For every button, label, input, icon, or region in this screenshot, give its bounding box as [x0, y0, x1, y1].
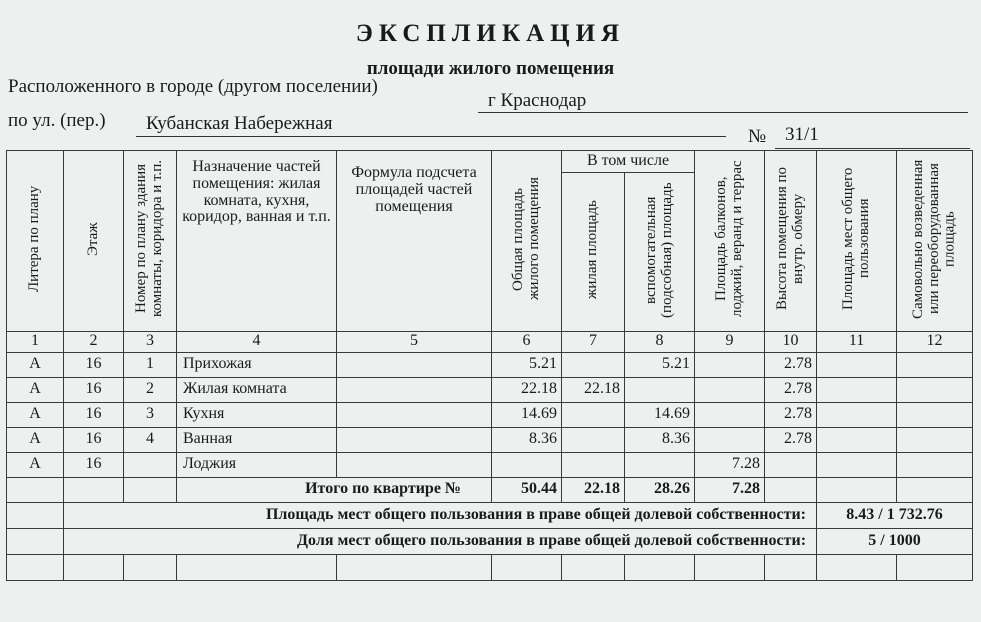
col-number: 10 — [765, 331, 817, 352]
cell-room-name: Лоджия — [177, 452, 337, 477]
cell-common-area — [817, 402, 897, 427]
cell-room-name: Кухня — [177, 402, 337, 427]
col-number: 12 — [897, 331, 973, 352]
col-header-3: Номер по плану здания комнаты, коридора и т.п. — [124, 151, 177, 332]
cell-total-area — [492, 452, 562, 477]
col-header-5: Формула подсчета площадей частей помещения — [337, 151, 492, 332]
cell-unauthorized-area — [897, 427, 973, 452]
cell-living-area: 22.18 — [562, 377, 625, 402]
cell-living-area — [562, 427, 625, 452]
cell-height — [765, 452, 817, 477]
cell-aux-area — [625, 452, 695, 477]
cell-total-area: 22.18 — [492, 377, 562, 402]
common-share-value: 5 / 1000 — [817, 528, 973, 554]
cell-formula — [337, 352, 492, 377]
cell-room-name: Ванная — [177, 427, 337, 452]
cell-litera: А — [7, 402, 64, 427]
cell-balcony-area — [695, 402, 765, 427]
cell-unauthorized-area — [897, 402, 973, 427]
col-number: 9 — [695, 331, 765, 352]
table-row — [7, 377, 973, 402]
cell-living-area — [562, 402, 625, 427]
totals-total-area: 50.44 — [492, 477, 562, 502]
cell-height: 2.78 — [765, 377, 817, 402]
col-number: 5 — [337, 331, 492, 352]
cell-room-number: 3 — [124, 402, 177, 427]
col-number: 6 — [492, 331, 562, 352]
common-area-value: 8.43 / 1 732.76 — [817, 502, 973, 528]
col-header-7: жилая площадь — [562, 173, 625, 332]
col-number: 7 — [562, 331, 625, 352]
cell-litera: А — [7, 352, 64, 377]
cell-floor: 16 — [64, 402, 124, 427]
cell-litera: А — [7, 427, 64, 452]
cell-height: 2.78 — [765, 427, 817, 452]
col-number: 3 — [124, 331, 177, 352]
cell-formula — [337, 377, 492, 402]
cell-formula — [337, 427, 492, 452]
cell-common-area — [817, 377, 897, 402]
col-header-group: В том числе — [562, 151, 695, 173]
cell-balcony-area — [695, 377, 765, 402]
cell-aux-area: 5.21 — [625, 352, 695, 377]
col-header-11: Площадь мест общего пользования — [817, 151, 897, 332]
cell-floor: 16 — [64, 377, 124, 402]
totals-row — [7, 477, 973, 502]
cell-aux-area — [625, 377, 695, 402]
city-label: Расположенного в городе (другом поселении) — [8, 76, 378, 97]
cell-balcony-area — [695, 427, 765, 452]
table-row — [7, 427, 973, 452]
col-number: 11 — [817, 331, 897, 352]
number-value: 31/1 — [785, 124, 819, 145]
cell-floor: 16 — [64, 352, 124, 377]
city-underline — [478, 112, 968, 113]
col-header-8: вспомогательная (подсобная) площадь — [625, 173, 695, 332]
col-header-10: Высота помещения по внутр. обмеру — [765, 151, 817, 332]
empty-row — [7, 554, 973, 580]
cell-room-number: 1 — [124, 352, 177, 377]
cell-balcony-area — [695, 352, 765, 377]
cell-living-area — [562, 452, 625, 477]
cell-room-name: Жилая комната — [177, 377, 337, 402]
cell-litera: А — [7, 452, 64, 477]
col-number: 4 — [177, 331, 337, 352]
document-subtitle: площади жилого помещения — [366, 58, 615, 79]
cell-common-area — [817, 352, 897, 377]
col-header-1: Литера по плану — [7, 151, 64, 332]
cell-room-number: 2 — [124, 377, 177, 402]
col-number: 8 — [625, 331, 695, 352]
cell-unauthorized-area — [897, 352, 973, 377]
cell-unauthorized-area — [897, 377, 973, 402]
cell-room-number — [124, 452, 177, 477]
common-share-label: Доля мест общего пользования в праве общей долевой собственности: — [64, 528, 817, 554]
cell-balcony-area: 7.28 — [695, 452, 765, 477]
totals-living-area: 22.18 — [562, 477, 625, 502]
table-row — [7, 352, 973, 377]
cell-total-area: 14.69 — [492, 402, 562, 427]
street-underline — [136, 136, 726, 137]
cell-living-area — [562, 352, 625, 377]
totals-label: Итого по квартире № — [177, 477, 492, 502]
cell-common-area — [817, 452, 897, 477]
cell-room-name: Прихожая — [177, 352, 337, 377]
col-header-4: Назначение частей помещения: жилая комната, кухня, коридор, ванная и т.п. — [177, 151, 337, 332]
totals-balcony-area: 7.28 — [695, 477, 765, 502]
explication-table — [6, 150, 973, 581]
common-share-row — [7, 528, 973, 554]
cell-total-area: 8.36 — [492, 427, 562, 452]
cell-aux-area: 14.69 — [625, 402, 695, 427]
document-title: ЭКСПЛИКАЦИЯ — [355, 20, 626, 47]
street-value: Кубанская Набережная — [146, 113, 333, 134]
col-header-6: Общая площадь жилого помещения — [492, 151, 562, 332]
cell-room-number: 4 — [124, 427, 177, 452]
totals-aux-area: 28.26 — [625, 477, 695, 502]
cell-formula — [337, 452, 492, 477]
number-label: № — [748, 126, 767, 147]
common-area-label: Площадь мест общего пользования в праве общей долевой собственности: — [64, 502, 817, 528]
common-area-row — [7, 502, 973, 528]
table-row — [7, 452, 973, 477]
cell-litera: А — [7, 377, 64, 402]
city-value: г Краснодар — [488, 90, 587, 111]
number-underline — [775, 148, 970, 149]
cell-aux-area: 8.36 — [625, 427, 695, 452]
cell-total-area: 5.21 — [492, 352, 562, 377]
col-number: 2 — [64, 331, 124, 352]
col-header-2: Этаж — [64, 151, 124, 332]
cell-height: 2.78 — [765, 352, 817, 377]
col-header-12: Самовольно возведенная или переоборудованная площадь — [897, 151, 973, 332]
col-header-9: Площадь балконов, лоджий, веранд и террас — [695, 151, 765, 332]
cell-unauthorized-area — [897, 452, 973, 477]
cell-formula — [337, 402, 492, 427]
cell-common-area — [817, 427, 897, 452]
street-label: по ул. (пер.) — [8, 110, 106, 131]
cell-height: 2.78 — [765, 402, 817, 427]
cell-floor: 16 — [64, 427, 124, 452]
table-row — [7, 402, 973, 427]
cell-floor: 16 — [64, 452, 124, 477]
col-number: 1 — [7, 331, 64, 352]
